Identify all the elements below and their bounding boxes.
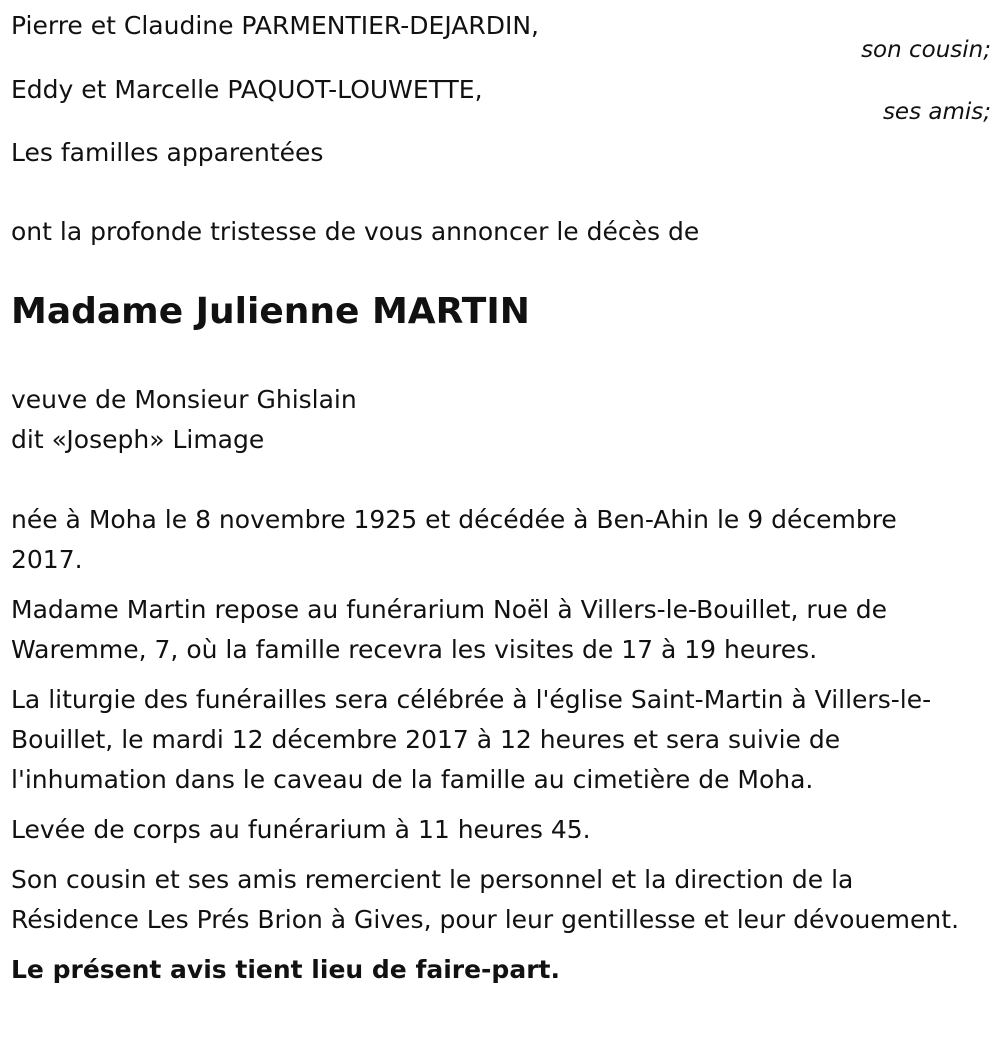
funerarium-paragraph: Madame Martin repose au funérarium Noël à Villers-le-Bouillet, rue de Waremme, 7, où la famille recevra les visites de 17 à 19 heures.	[11, 595, 888, 664]
family-entry	[11, 70, 991, 134]
family-relation: son cousin;	[861, 37, 991, 63]
family-relation: ses amis;	[882, 99, 991, 125]
family-entry	[11, 133, 991, 173]
family-names: Les familles apparentées	[11, 138, 324, 167]
widow-line: veuve de Monsieur Ghislain	[11, 385, 357, 414]
deceased-name: Madame Julienne MARTIN	[11, 291, 530, 332]
thanks-paragraph: Son cousin et ses amis remercient le personnel et la direction de la Résidence Les Prés Brion à Gives, pour leur gentillesse et leur dévouement.	[11, 865, 960, 934]
liturgy-paragraph: La liturgie des funérailles sera célébrée à l'église Saint-Martin à Villers-le-Bouillet, le mardi 12 décembre 2017 à 12 heures et sera suivie de l'inhumation dans le caveau de la famille au cimetière de Moha.	[11, 685, 932, 794]
widow-line: dit «Joseph» Limage	[11, 425, 265, 454]
closing-statement: Le présent avis tient lieu de faire-part.	[11, 955, 560, 984]
family-names: Eddy et Marcelle PAQUOT-LOUWETTE,	[11, 75, 483, 104]
body-lift-paragraph: Levée de corps au funérarium à 11 heures 45.	[11, 815, 591, 844]
notice-body	[11, 500, 971, 990]
birth-death-paragraph: née à Moha le 8 novembre 1925 et décédée à Ben-Ahin le 9 décembre 2017.	[11, 505, 897, 574]
family-names: Pierre et Claudine PARMENTIER-DEJARDIN,	[11, 11, 539, 40]
family-entry	[11, 6, 991, 70]
announcement-text: ont la profonde tristesse de vous annoncer le décès de	[11, 217, 700, 246]
